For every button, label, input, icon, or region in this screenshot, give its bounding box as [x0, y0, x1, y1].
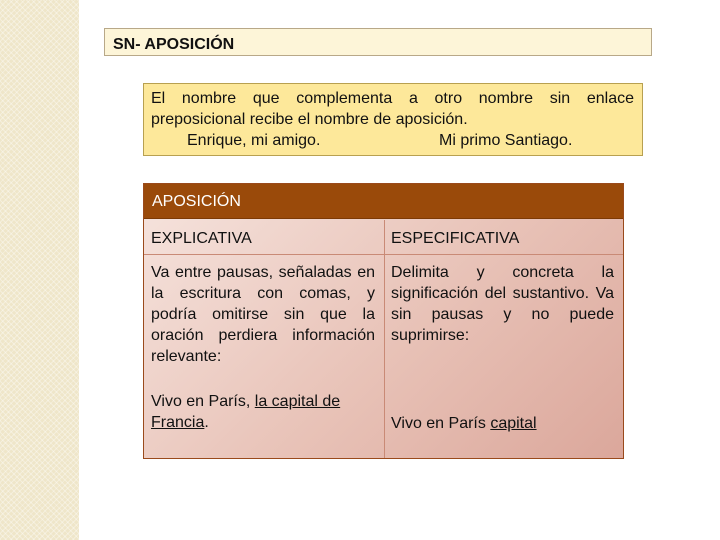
- definition-line-1: El nombre que complementa a otro nombre sin enlace: [151, 90, 634, 107]
- apposition-table: [143, 183, 624, 459]
- table-header: [144, 184, 623, 219]
- explicativa-example-prefix: Vivo en París,: [151, 393, 255, 410]
- definition-line-2: preposicional recibe el nombre de aposición.: [151, 111, 468, 128]
- col-explicativa-title: EXPLICATIVA: [151, 230, 252, 247]
- explicativa-description: Va entre pausas, señaladas en la escritura con comas, y podría omitirse sin que la oración perdiera información relevante:: [151, 264, 375, 365]
- definition-box: [143, 83, 643, 156]
- explicativa-example-suffix: .: [204, 414, 209, 431]
- table-header-text: APOSICIÓN: [152, 193, 241, 210]
- especificativa-description: Delimita y concreta la significación del sustantivo. Va sin pausas y no puede suprimirse:: [391, 264, 614, 344]
- column-divider: [384, 220, 385, 458]
- col-especificativa-title: ESPECIFICATIVA: [391, 230, 520, 247]
- especificativa-example: [391, 413, 614, 434]
- example-2: Mi primo Santiago.: [439, 132, 573, 149]
- slide-title: [104, 28, 652, 56]
- slide-title-text: SN- APOSICIÓN: [113, 36, 235, 53]
- especificativa-example-apposition: capital: [490, 415, 537, 432]
- explicativa-example: [151, 391, 375, 433]
- row-divider: [144, 254, 623, 255]
- example-1: Enrique, mi amigo.: [187, 132, 321, 149]
- explicativa-example-apposition: la capital de Francia: [151, 393, 341, 431]
- especificativa-example-prefix: Vivo en París: [391, 415, 491, 432]
- definition-examples: [151, 130, 634, 151]
- decorative-side-strip: [0, 0, 79, 540]
